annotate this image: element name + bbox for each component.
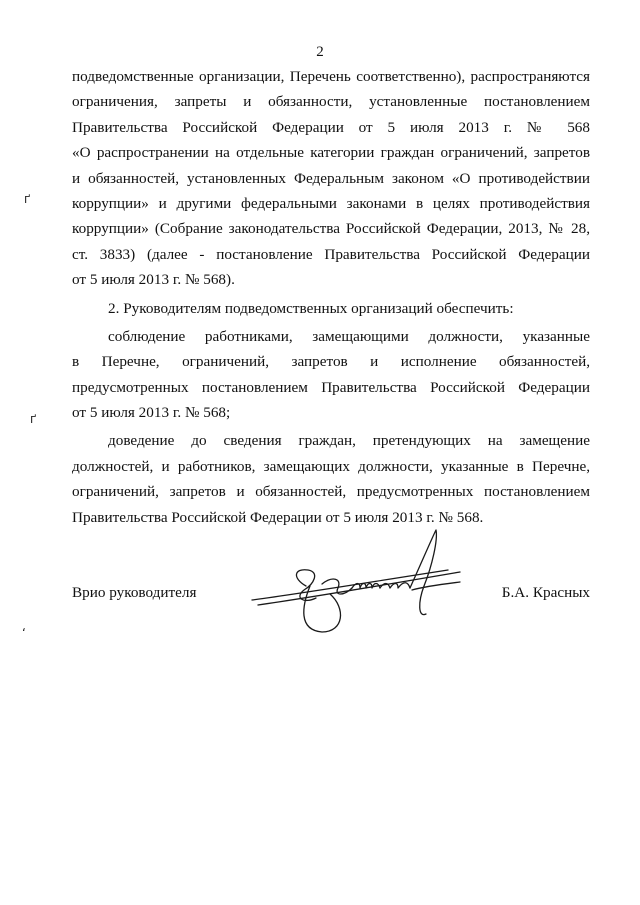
- margin-mark: ʻ: [22, 626, 26, 640]
- text-line: ст. 3833) (далее - постановление Правительства Российской Федерации: [72, 245, 590, 263]
- text-line: коррупции» и другими федеральными законами в целях противодействия: [72, 194, 590, 212]
- handwritten-signature-icon: [248, 526, 468, 636]
- signatory-name: Б.А. Красных: [501, 584, 590, 601]
- text-line: от 5 июля 2013 г. № 568;: [72, 404, 231, 422]
- text-line: от 5 июля 2013 г. № 568).: [72, 271, 235, 289]
- text-line: Правительства Российской Федерации от 5 июля 2013 г. № 568.: [72, 508, 484, 526]
- text-line: соблюдение работниками, замещающими должности, указанные: [108, 327, 590, 345]
- signatory-title: Врио руководителя: [72, 584, 197, 601]
- text-line: в Перечне, ограничений, запретов и исполнение обязанностей,: [72, 353, 590, 371]
- text-line: предусмотренных постановлением Правительства Российской Федерации: [72, 378, 590, 396]
- text-line: и обязанностей, установленных Федеральным законом «О противодействии: [72, 169, 590, 187]
- text-line: ограничения, запреты и обязанности, установленные постановлением: [72, 93, 590, 111]
- text-line: коррупции» (Собрание законодательства Российской Федерации, 2013, № 28,: [72, 220, 590, 238]
- text-line: 2. Руководителям подведомственных организаций обеспечить:: [108, 299, 514, 317]
- text-line: ограничений, запретов и обязанностей, предусмотренных постановлением: [72, 483, 590, 501]
- text-line: доведение до сведения граждан, претендующих на замещение: [108, 432, 590, 450]
- text-line: должностей, и работников, замещающих должности, указанные в Перечне,: [72, 457, 590, 475]
- text-line: Правительства Российской Федерации от 5 июля 2013 г. № 568: [72, 118, 590, 136]
- text-line: «О распространении на отдельные категории граждан ограничений, запретов: [72, 144, 590, 162]
- margin-mark: ґ: [24, 192, 31, 206]
- page-number: 2: [316, 44, 324, 60]
- text-line: подведомственные организации, Перечень соответственно), распространяются: [72, 68, 590, 85]
- document-body: [72, 64, 590, 530]
- margin-mark: ґ: [30, 412, 37, 426]
